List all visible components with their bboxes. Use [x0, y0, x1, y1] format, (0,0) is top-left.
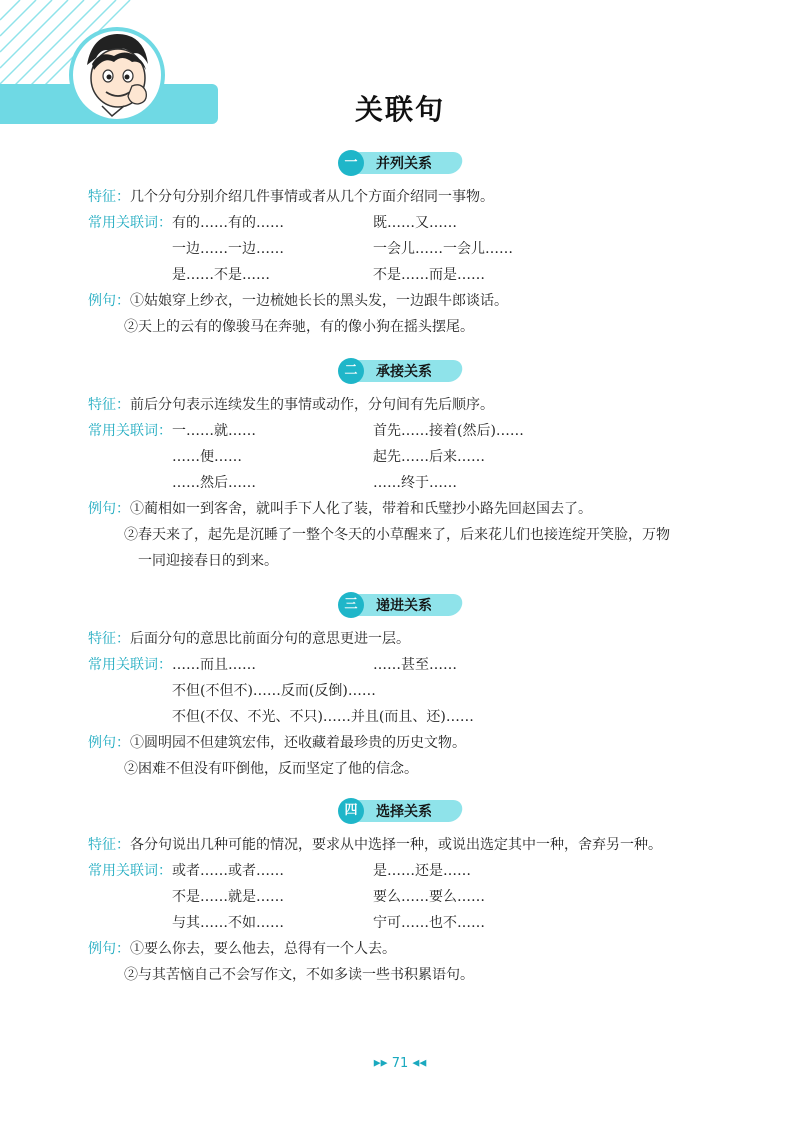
word-row: ……便…… 起先……后来…… [172, 449, 485, 465]
section-number-badge: 一 [338, 150, 364, 176]
word-row: 不但(不仅、不光、不只)……并且(而且、还)…… [172, 709, 474, 725]
feature-line: 特征：几个分句分别介绍几件事情或者从几个方面介绍同一事物。 [88, 189, 494, 205]
section-number-badge: 四 [338, 798, 364, 824]
section-number-badge: 二 [338, 358, 364, 384]
word-row: 常用关联词：有的……有的…… 既……又…… [88, 215, 457, 231]
page-title: 关联句 [354, 93, 445, 126]
word-row: ……然后…… ……终于…… [172, 475, 457, 491]
feature-line: 特征：前后分句表示连续发生的事情或动作，分句间有先后顺序。 [88, 397, 494, 413]
section-header [338, 798, 478, 824]
example-line: ②困难不但没有吓倒他，反而坚定了他的信念。 [124, 761, 418, 777]
ornament-right-icon: ◀◀ [412, 1058, 427, 1069]
section-choice [88, 798, 728, 988]
section-title: 承接关系 [376, 364, 432, 380]
section-title: 递进关系 [376, 598, 432, 614]
section-sequential [88, 358, 728, 574]
example-line: 例句：①要么你去，要么他去，总得有一个人去。 [88, 941, 396, 957]
section-number-badge: 三 [338, 592, 364, 618]
word-row: 与其……不如…… 宁可……也不…… [172, 915, 485, 931]
example-line: 例句：①姑娘穿上纱衣，一边梳她长长的黑头发，一边跟牛郎谈话。 [88, 293, 508, 309]
example-line: 例句：①圆明园不但建筑宏伟，还收藏着最珍贵的历史文物。 [88, 735, 466, 751]
section-parallel [88, 150, 728, 340]
example-line: 一同迎接春日的到来。 [138, 553, 278, 569]
section-title: 选择关系 [376, 804, 432, 820]
section-header [338, 592, 478, 618]
feature-line: 特征：后面分句的意思比前面分句的意思更进一层。 [88, 631, 410, 647]
section-header [338, 150, 478, 176]
example-line: ②天上的云有的像骏马在奔驰，有的像小狗在摇头摆尾。 [124, 319, 474, 335]
word-row: 不但(不但不)……反而(反倒)…… [172, 683, 376, 699]
section-header [338, 358, 478, 384]
example-line: ②春天来了，起先是沉睡了一整个冬天的小草醒来了，后来花儿们也接连绽开笑脸，万物 [124, 527, 670, 543]
word-row: 一边……一边…… 一会儿……一会儿…… [172, 241, 513, 257]
word-row: 是……不是…… 不是……而是…… [172, 267, 485, 283]
page-number: ▶▶ 71 ◀◀ [373, 1056, 427, 1071]
section-title: 并列关系 [376, 156, 432, 172]
example-line: 例句：①蔺相如一到客舍，就叫手下人化了装，带着和氏璧抄小路先回赵国去了。 [88, 501, 592, 517]
section-progressive [88, 592, 728, 782]
word-row: 常用关联词：或者……或者…… 是……还是…… [88, 863, 471, 879]
word-row: 常用关联词：一……就…… 首先……接着(然后)…… [88, 423, 524, 439]
ornament-left-icon: ▶▶ [373, 1058, 388, 1069]
example-line: ②与其苦恼自己不会写作文，不如多读一些书积累语句。 [124, 967, 474, 983]
word-row: 常用关联词：……而且…… ……甚至…… [88, 657, 457, 673]
word-row: 不是……就是…… 要么……要么…… [172, 889, 485, 905]
feature-line: 特征：各分句说出几种可能的情况，要求从中选择一种，或说出选定其中一种，舍弃另一种。 [88, 837, 662, 853]
